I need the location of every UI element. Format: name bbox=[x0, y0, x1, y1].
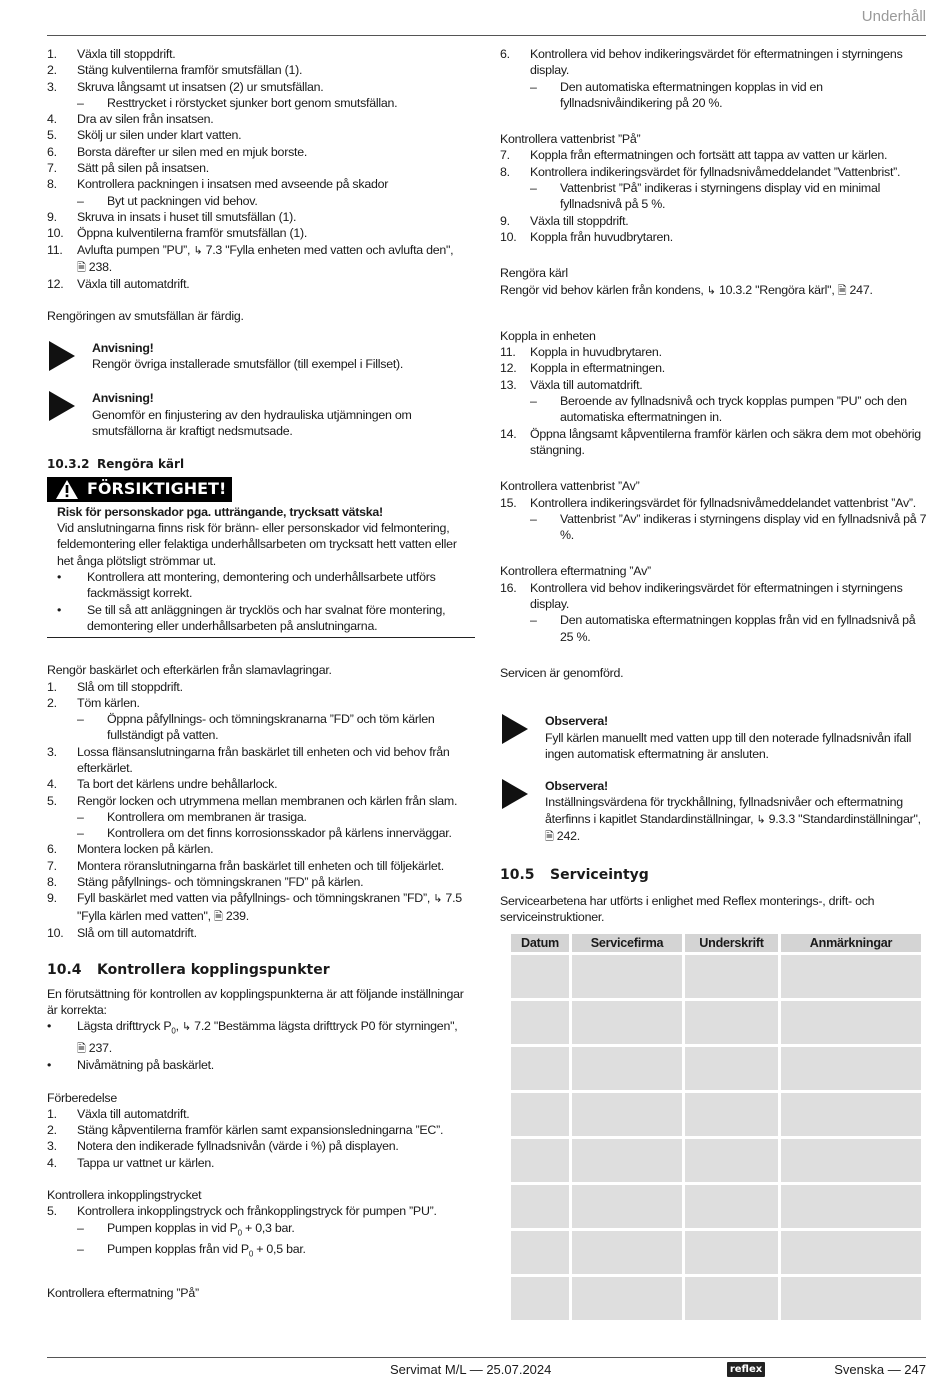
column-header: Datum bbox=[511, 934, 569, 952]
table-cell bbox=[781, 1277, 921, 1320]
step: 1. Slå om till stoppdrift. bbox=[47, 679, 183, 694]
subsection-title: Kontrollera inkopplingstrycket bbox=[47, 1187, 202, 1202]
step: 2. Töm kärlen. bbox=[47, 695, 140, 710]
step: 4. Ta bort det kärlens undre behållarlock. bbox=[47, 777, 278, 792]
arrow-icon bbox=[502, 714, 528, 744]
section-heading-10-3-2: 10.3.2 Rengöra kärl bbox=[47, 457, 185, 472]
cross-reference-link[interactable]: 10.3.2 "Rengöra kärl", bbox=[715, 282, 835, 297]
bullet-item: • Nivåmätning på baskärlet. bbox=[47, 1058, 215, 1073]
table-row bbox=[511, 1139, 921, 1182]
sub-step: – Pumpen kopplas in vid $P_0 + 0,3$ bar. bbox=[77, 1220, 295, 1238]
table-cell bbox=[511, 1231, 569, 1274]
subsection-title: Rengöra kärl bbox=[500, 266, 568, 281]
table-cell bbox=[511, 1001, 569, 1044]
table-cell bbox=[781, 1047, 921, 1090]
step: 2. Stäng kulventilerna framför smutsfällan (1). bbox=[47, 63, 303, 78]
step-12: 12. Växla till automatdrift. bbox=[47, 277, 190, 292]
warning-banner: FÖRSIKTIGHET! bbox=[47, 477, 232, 502]
step: 4. Tappa ur vattnet ur kärlen. bbox=[47, 1155, 215, 1170]
table-cell bbox=[511, 955, 569, 998]
intro-text: En förutsättning för kontrollen av kopplingspunkterna är att följande inställningar är korrekta: bbox=[47, 986, 464, 1017]
section-heading-10-4: 10.4 Kontrollera kopplingspunkter bbox=[47, 962, 330, 979]
step: 4. Dra av silen från insatsen. bbox=[47, 112, 214, 127]
table-cell bbox=[572, 1139, 682, 1182]
table-cell bbox=[572, 1231, 682, 1274]
step: 6. Kontrollera vid behov indikeringsvärdet för eftermatningen i styrningens display. bbox=[500, 47, 903, 78]
cross-reference-link[interactable]: 9.3.3 "Standardinställningar", bbox=[765, 811, 921, 826]
arrow-icon bbox=[49, 341, 75, 371]
header-divider bbox=[47, 35, 926, 36]
sub-step: – Öppna påfyllnings- och tömningskranarna ”FD” och töm kärlen fullständigt på vatten. bbox=[77, 712, 435, 743]
column-header: Servicefirma bbox=[572, 934, 682, 952]
step: 16. Kontrollera vid behov indikeringsvärdet för eftermatningen i styrningens display. bbox=[500, 580, 903, 612]
table-cell bbox=[781, 1001, 921, 1044]
table-row bbox=[511, 1093, 921, 1136]
table-cell bbox=[781, 955, 921, 998]
step: 5. Kontrollera inkopplingstryck och frånkopplingstryck för pumpen ”PU”. bbox=[47, 1204, 437, 1219]
cross-reference-icon: ↳ bbox=[756, 813, 766, 826]
step: 11. Koppla in huvudbrytaren. bbox=[500, 345, 662, 360]
table-row bbox=[511, 1277, 921, 1320]
table-cell bbox=[685, 1139, 778, 1182]
table-row bbox=[511, 1047, 921, 1090]
table-cell bbox=[572, 1001, 682, 1044]
page-icon: 🗎 bbox=[77, 261, 86, 274]
note-box: Observera! Fyll kärlen manuellt med vatten upp till den noterade fyllnadsnivån ifall ingen automatisk eftermatning är ansluten. bbox=[502, 713, 928, 762]
table-cell bbox=[511, 1277, 569, 1320]
step: 13. Växla till automatdrift. bbox=[500, 377, 643, 392]
step: 6. Borsta därefter ur silen med en mjuk borste. bbox=[47, 144, 308, 159]
table-row bbox=[511, 1231, 921, 1274]
step: 14. Öppna långsamt kåpventilerna framför kärlen och säkra dem mot obehörig stängning. bbox=[500, 426, 921, 457]
step: 8. Stäng påfyllnings- och tömningskranen ”FD” på kärlen. bbox=[47, 875, 364, 890]
table-cell bbox=[572, 1185, 682, 1228]
footer-page-number: Svenska — 247 bbox=[834, 1362, 926, 1377]
sub-step: – Byt ut packningen vid behov. bbox=[77, 193, 258, 208]
step: 3. Notera den indikerade fyllnadsnivån (värde i %) på displayen. bbox=[47, 1139, 399, 1154]
page-icon: 🗎 bbox=[214, 910, 223, 923]
table-cell bbox=[685, 1093, 778, 1136]
table-cell bbox=[781, 1093, 921, 1136]
warning-content: Risk för personskador pga. utträngande, trycksatt vätska! Vid anslutningarna finns risk för bränn- eller personskador vid felmontering, feldemontering eller felaktiga underhållsarbeten om trycksatt hett vatten eller het ånga plötsligt strömmar ut. • Kontrollera att montering, demontering och underhållsarbete utförs fackmässigt korrekt. • Se till så att anläggningen är trycklös och har svalnat före montering, demontering eller underhållsarbeten på anslutningarna. bbox=[47, 504, 475, 634]
step: 2. Stäng kåpventilerna framför kärlen samt expansionsledningarna ”EC”. bbox=[47, 1123, 444, 1138]
sub-step: – Den automatiska eftermatningen kopplas från vid en fyllnadsnivå på 25 %. bbox=[530, 613, 916, 644]
step: 7. Sätt på silen på insatsen. bbox=[47, 161, 209, 176]
table-cell bbox=[685, 955, 778, 998]
step: 7. Koppla från eftermatningen och fortsätt att tappa av vatten ur kärlen. bbox=[500, 148, 888, 163]
step-11: 11. Avlufta pumpen ”PU”, ↳ 7.3 "Fylla enheten med vatten och avlufta den", 🗎 238. bbox=[47, 242, 454, 274]
table-cell bbox=[685, 1231, 778, 1274]
page-icon: 🗎 bbox=[545, 830, 554, 843]
step: 5. Skölj ur silen under klart vatten. bbox=[47, 128, 242, 143]
right-column bbox=[500, 46, 928, 1323]
step: 9. Skruva in insats i huset till smutsfällan (1). bbox=[47, 209, 297, 224]
subsection-title: Förberedelse bbox=[47, 1090, 118, 1105]
table-cell bbox=[685, 1047, 778, 1090]
intro-text: Rengör baskärlet och efterkärlen från slamavlagringar. bbox=[47, 663, 332, 678]
sub-step: – Kontrollera om membranen är trasiga. bbox=[77, 809, 307, 824]
sub-step: – Beroende av fyllnadsnivå och tryck kopplas pumpen ”PU” och den automatiska eftermatningen in. bbox=[530, 394, 907, 425]
reflex-logo: reflex bbox=[727, 1362, 765, 1377]
left-column bbox=[47, 46, 475, 1301]
note-box: Anvisning! Rengör övriga installerade smutsfällor (till exempel i Fillset). bbox=[49, 340, 475, 373]
step: 8. Kontrollera packningen i insatsen med avseende på skador bbox=[47, 177, 389, 192]
subsection-title: Kontrollera eftermatning ”På” bbox=[47, 1286, 199, 1301]
step: 10. Öppna kulventilerna framför smutsfällan (1). bbox=[47, 226, 308, 241]
table-cell bbox=[511, 1139, 569, 1182]
table-cell bbox=[572, 1093, 682, 1136]
table-cell bbox=[685, 1185, 778, 1228]
bullet-item: • Lägsta drifttryck $P_0$, ↳ 7.2 "Bestämma lägsta drifttryck P0 för styrningen", 🗎 237. bbox=[47, 1019, 458, 1055]
table-cell bbox=[781, 1231, 921, 1274]
paragraph: Servicearbetena har utförts i enlighet med Reflex monterings-, drift- och serviceinstruktioner. bbox=[500, 893, 875, 924]
step: 3. Lossa flänsanslutningarna från baskärlet till enheten och vid behov från efterkärlet. bbox=[47, 744, 450, 775]
paragraph: Rengör vid behov kärlen från kondens, ↳ 10.3.2 "Rengöra kärl", 🗎 247. bbox=[500, 282, 873, 297]
bullet-item: • Kontrollera att montering, demontering och underhållsarbete utförs fackmässigt korrekt. bbox=[57, 570, 436, 601]
note-box: Observera! Inställningsvärdena för tryckhållning, fyllnadsnivåer och eftermatning återfinns i kapitlet Standardinställningar, ↳ 9.3.3 "Standardinställningar", 🗎 242. bbox=[502, 778, 928, 845]
column-header: Anmärkningar bbox=[781, 934, 921, 952]
section-heading-10-5: 10.5 Serviceintyg bbox=[500, 867, 649, 884]
table-cell bbox=[511, 1047, 569, 1090]
note-box: Anvisning! Genomför en finjustering av den hydrauliska utjämningen om smutsfällorna är kraftigt nedsmutsade. bbox=[49, 390, 475, 439]
arrow-icon bbox=[502, 779, 528, 809]
bullet-item: • Se till så att anläggningen är trycklös och har svalnat före montering, demontering eller underhållsarbeten på anslutningarna. bbox=[57, 602, 446, 633]
step: 5. Rengör locken och utrymmena mellan membranen och kärlen från slam. bbox=[47, 793, 458, 808]
table-row bbox=[511, 1185, 921, 1228]
table-cell bbox=[781, 1185, 921, 1228]
footer-document-info: Servimat M/L — 25.07.2024 bbox=[390, 1362, 552, 1377]
table-cell bbox=[685, 1001, 778, 1044]
step: 1. Växla till automatdrift. bbox=[47, 1106, 190, 1121]
table-cell bbox=[572, 1047, 682, 1090]
arrow-icon bbox=[49, 391, 75, 421]
subsection-title: Kontrollera vattenbrist ”Av” bbox=[500, 479, 640, 494]
section-header: Underhåll bbox=[861, 8, 926, 25]
result-text: Servicen är genomförd. bbox=[500, 665, 624, 680]
cross-reference-link[interactable]: 7.2 "Bestämma lägsta drifttryck P0 för styrningen", bbox=[190, 1019, 458, 1034]
cross-reference-icon: ↳ bbox=[706, 284, 716, 297]
sub-step: – Resttrycket i rörstycket sjunker bort genom smutsfällan. bbox=[77, 95, 398, 110]
cross-reference-icon: ↳ bbox=[433, 893, 443, 906]
footer-divider bbox=[47, 1357, 926, 1358]
cross-reference-link[interactable]: 7.3 "Fylla enheten med vatten och avlufta den", bbox=[202, 242, 454, 257]
sub-step: – Vattenbrist ”På” indikeras i styrningens display vid en minimal fyllnadsnivå på 5 %. bbox=[530, 181, 881, 212]
step: 15. Kontrollera indikeringsvärdet för fyllnadsnivåmeddelandet vattenbrist ”Av”. bbox=[500, 495, 916, 510]
sub-step: – Pumpen kopplas från vid $P_0 + 0,5$ bar. bbox=[77, 1242, 306, 1259]
step: 12. Koppla in eftermatningen. bbox=[500, 361, 665, 376]
sub-step: – Den automatiska eftermatningen kopplas in vid en fyllnadsnivåindikering på 20 %. bbox=[530, 79, 823, 110]
table-row bbox=[511, 1001, 921, 1044]
step: 10. Koppla från huvudbrytaren. bbox=[500, 229, 673, 244]
step: 3. Skruva långsamt ut insatsen (2) ur smutsfällan. bbox=[47, 79, 324, 94]
table-cell bbox=[511, 1185, 569, 1228]
step: 10. Slå om till automatdrift. bbox=[47, 925, 197, 940]
step: 6. Montera locken på kärlen. bbox=[47, 842, 214, 857]
sub-step: – Vattenbrist ”Av” indikeras i styrningens display vid en fyllnadsnivå på 7 %. bbox=[530, 511, 927, 543]
page-icon: 🗎 bbox=[77, 1042, 86, 1055]
table-cell bbox=[572, 955, 682, 998]
table-cell bbox=[781, 1139, 921, 1182]
table-cell bbox=[685, 1277, 778, 1320]
page-icon: 🗎 bbox=[837, 284, 847, 297]
subsection-title: Koppla in enheten bbox=[500, 328, 596, 343]
step: 9. Växla till stoppdrift. bbox=[500, 213, 629, 228]
column-header: Underskrift bbox=[685, 934, 778, 952]
step-9: 9. Fyll baskärlet med vatten via påfyllnings- och tömningskranen ”FD”, ↳ 7.5 "Fylla kärlen med vatten", 🗎 239. bbox=[47, 891, 462, 923]
cross-reference-icon: ↳ bbox=[193, 244, 203, 257]
result-text: Rengöringen av smutsfällan är färdig. bbox=[47, 309, 244, 324]
step: 1. Växla till stoppdrift. bbox=[47, 47, 176, 61]
table-cell bbox=[511, 1093, 569, 1136]
subsection-title: Kontrollera eftermatning ”Av” bbox=[500, 564, 651, 579]
step: 7. Montera röranslutningarna från baskärlet till enheten och till följekärlet. bbox=[47, 858, 444, 873]
service-certificate-table bbox=[508, 931, 928, 1323]
cross-reference-icon: ↳ bbox=[182, 1021, 191, 1034]
table-row bbox=[511, 955, 921, 998]
step: 8. Kontrollera indikeringsvärdet för fyllnadsnivåmeddelandet ”Vattenbrist”. bbox=[500, 164, 901, 179]
sub-step: – Kontrollera om det finns korrosionsskador på kärlens innerväggar. bbox=[77, 826, 452, 841]
subsection-title: Kontrollera vattenbrist ”På” bbox=[500, 132, 641, 147]
table-cell bbox=[572, 1277, 682, 1320]
warning-icon bbox=[55, 479, 79, 500]
cross-reference-link[interactable]: 7.5 "Fylla kärlen med vatten", bbox=[77, 891, 462, 923]
